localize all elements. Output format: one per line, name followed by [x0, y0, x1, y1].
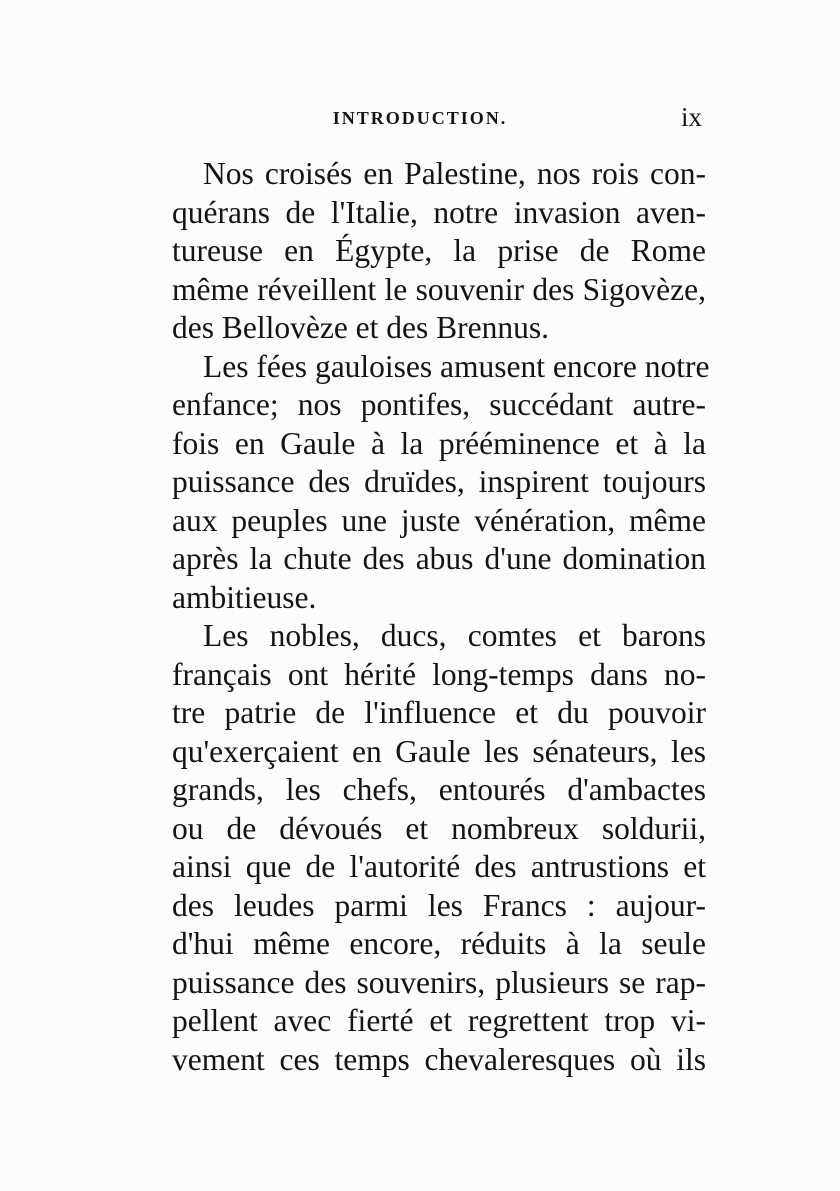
body-text — [172, 155, 710, 1079]
text-line: Les nobles, ducs, comtes et barons — [203, 618, 706, 653]
text-line: même réveillent le souvenir des Sigovèze, — [172, 271, 706, 307]
text-line: tre patrie de l'influence et du pouvoir — [172, 695, 706, 730]
text-line: ainsi que de l'autorité des antrustions et — [172, 849, 706, 884]
text-line: français ont hérité long-temps dans no- — [172, 656, 706, 692]
text-line: des Bellovèze et des Brennus. — [172, 310, 550, 345]
text-line: des leudes parmi les Francs : aujour- — [172, 887, 706, 923]
text-line: aux peuples une juste vénération, même — [172, 502, 706, 538]
text-line: tureuse en Égypte, la prise de Rome — [172, 233, 706, 268]
text-line: fois en Gaule à la prééminence et à la — [172, 425, 706, 461]
text-line: quérans de l'Italie, notre invasion aven- — [172, 194, 706, 230]
text-line: d'hui même encore, réduits à la seule — [172, 926, 706, 961]
text-line: Nos croisés en Palestine, nos rois con- — [203, 156, 706, 191]
text-line: ou de dévoués et nombreux soldurii, — [172, 810, 706, 846]
text-line: puissance des souvenirs, plusieurs se rap- — [172, 964, 706, 1000]
running-title: INTRODUCTION. — [332, 108, 508, 128]
text-line: pellent avec fierté et regrettent trop vi- — [172, 1003, 706, 1038]
text-line: Les fées gauloises amusent encore notre — [203, 348, 710, 384]
text-line: qu'exerçaient en Gaule les sénateurs, les — [172, 733, 706, 769]
text-line: puissance des druïdes, inspirent toujours — [172, 464, 706, 499]
text-line: après la chute des abus d'une domination — [172, 541, 706, 576]
text-line: enfance; nos pontifes, succédant autre- — [172, 387, 706, 422]
text-line: grands, les chefs, entourés d'ambactes — [172, 772, 706, 807]
text-line: vement ces temps chevaleresques où ils — [172, 1041, 706, 1077]
text-line: ambitieuse. — [172, 579, 317, 615]
page-number: ix — [680, 102, 702, 132]
